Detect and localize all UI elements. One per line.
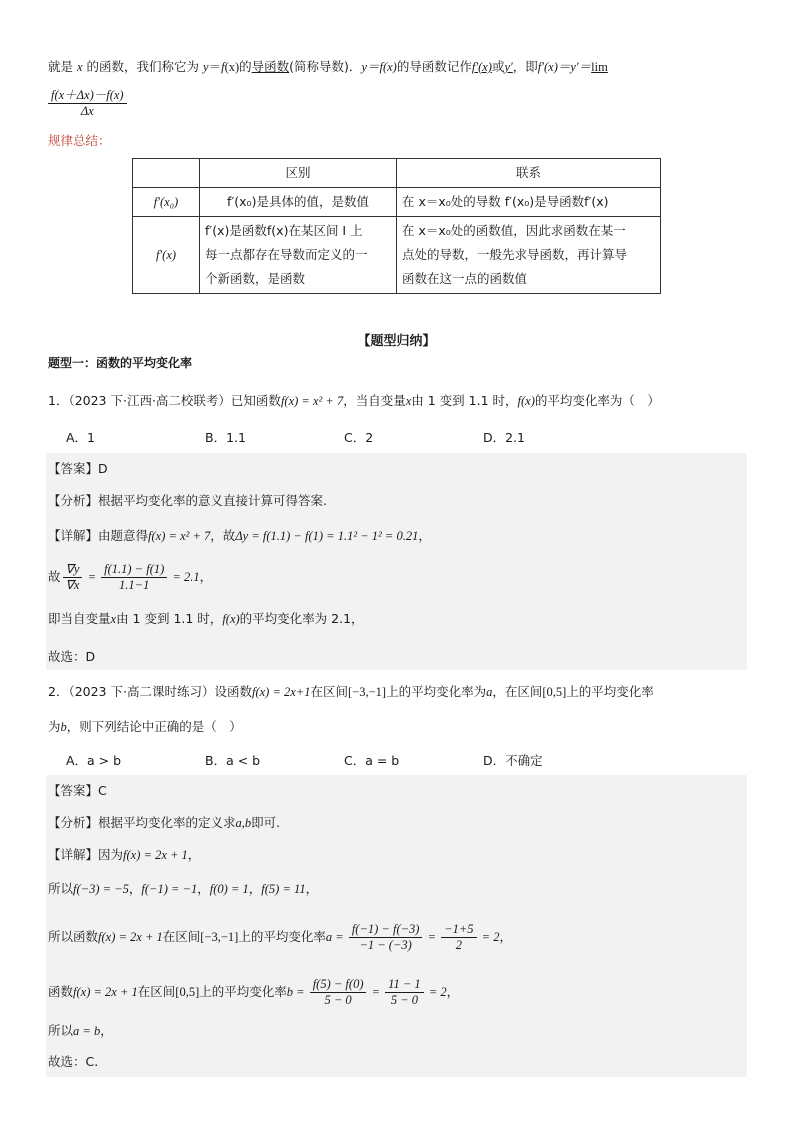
intro-term-derivative: 导函数 [251, 59, 290, 74]
intro-notation-yprime: y′ [504, 60, 513, 74]
q2-detail-line2: 所以f(−3) = −5，f(−1) = −1，f(0) = 1，f(5) = 11， [48, 881, 319, 896]
q1-detail-line3: 即当自变量x由 1 变到 1.1 时，f(x)的平均变化率为 2.1， [48, 611, 364, 626]
q2-detail-line4: 函数f(x) = 2x + 1在区间[0,5]上的平均变化率b = $\frac{f(5) - f(0)}{5 - 0}$ = $\frac{11 - 1}{5 - 0}$ = 2， [48, 977, 460, 1007]
summary-label: 规律总结： [48, 133, 111, 148]
comparison-table [132, 158, 661, 294]
q2-choose: 故选：C. [48, 1054, 99, 1069]
table-row [133, 188, 661, 217]
table-header-cell: 区别 [200, 159, 397, 188]
intro-notation-fprime: f′(x) [471, 60, 492, 74]
q1-analysis: 【分析】根据平均变化率的意义直接计算可得答案. [48, 493, 327, 508]
table-header-cell: 联系 [397, 159, 661, 188]
q2-detail-line5: 所以a = b， [48, 1023, 113, 1038]
option-d: D．不确定 [483, 753, 543, 768]
intro-fx: (x) [224, 60, 240, 74]
intro-text: (简称导数)． [289, 59, 362, 74]
intro-var-y: y [203, 60, 209, 74]
table-cell: f′(x₀)是具体的值，是数值 [200, 188, 397, 217]
q1-answer: 【答案】D [48, 461, 108, 476]
table-row [133, 217, 661, 294]
table-header-cell [133, 159, 200, 188]
q2-options [66, 751, 622, 769]
table-cell: 在 x＝x₀处的导数 f′(x₀)是导函数f′(x) [397, 188, 661, 217]
option-b: B．a < b [205, 753, 261, 768]
intro-text: ，即 [512, 59, 538, 74]
q2-detail-line1: 【详解】因为f(x) = 2x + 1， [48, 847, 201, 862]
table-header-row [133, 159, 661, 188]
option-d: D．2.1 [483, 430, 526, 445]
intro-lim: lim [591, 60, 608, 74]
intro-line [48, 58, 608, 76]
intro-text: 或 [491, 59, 505, 74]
intro-formula: f′(x)＝y′＝ [537, 60, 592, 74]
q2-answer: 【答案】C [48, 783, 107, 798]
q2-stem-line1: 2．（2023 下·高二课时练习）设函数f(x) = 2x+1在区间[−3,−1]上的平均变化率为a，在区间[0,5]上的平均变化率 [48, 684, 654, 699]
intro-text: 的导函数记作 [396, 59, 472, 74]
q2-stem-line2: 为b，则下列结论中正确的是（ ） [48, 719, 242, 734]
option-c: C．a = b [344, 753, 400, 768]
intro-f: f [221, 60, 225, 74]
q1-stem: 1．（2023 下·江西·高二校联考）已知函数f(x) = x² + 7，当自变量x由 1 变到 1.1 时，f(x)的平均变化率为（ ） [48, 393, 660, 408]
q2-detail-line3: 所以函数f(x) = 2x + 1在区间[−3,−1]上的平均变化率a = $\frac{f(-1) - f(-3)}{-1 - (-3)}$ = $\frac{-1+5}{2}$ = 2， [48, 922, 512, 952]
option-a: A．1 [66, 430, 96, 445]
q1-detail-line2: 故 $\frac{\nabla y}{\nabla x}$ = $\frac{f(1.1) - f(1)}{1.1-1}$ = 2.1， [48, 562, 213, 592]
intro-text: 的 [239, 59, 252, 74]
intro-var-x: x [76, 60, 83, 74]
q1-detail-line1: 【详解】由题意得f(x) = x² + 7，故Δy = f(1.1) − f(1) = 1.1² − 1² = 0.21， [48, 528, 431, 543]
difference-quotient: $\frac{f(x+\Delta x)-f(x)}{\Delta x}$ [48, 88, 127, 119]
intro-eq: ＝ [208, 59, 222, 74]
table-cell: f′(x)是函数f(x)在某区间 I 上 每一点都存在导数而定义的一 个新函数，是函数 [200, 217, 397, 294]
q1-choose: 故选：D [48, 649, 96, 664]
table-row-label: f′(x₀) [133, 188, 200, 217]
option-c: C．2 [344, 430, 374, 445]
q2-analysis: 【分析】根据平均变化率的定义求a,b即可. [48, 815, 281, 830]
option-b: B．1.1 [205, 430, 246, 445]
section-title: 【题型归纳】 [357, 334, 436, 349]
intro-fraction [46, 88, 129, 119]
intro-formula: y＝f(x) [361, 60, 397, 74]
type1-title: 题型一：函数的平均变化率 [48, 356, 193, 370]
table-cell: 在 x＝x₀处的函数值，因此求函数在某一 点处的导数，一般先求导函数，再计算导 函数在这一点的函数值 [397, 217, 661, 294]
table-row-label: f′(x) [133, 217, 200, 294]
intro-text: 的函数，我们称它为 [82, 59, 203, 74]
option-a: A．a > b [66, 753, 122, 768]
intro-text: 就是 [48, 59, 77, 74]
q1-options [66, 428, 622, 446]
